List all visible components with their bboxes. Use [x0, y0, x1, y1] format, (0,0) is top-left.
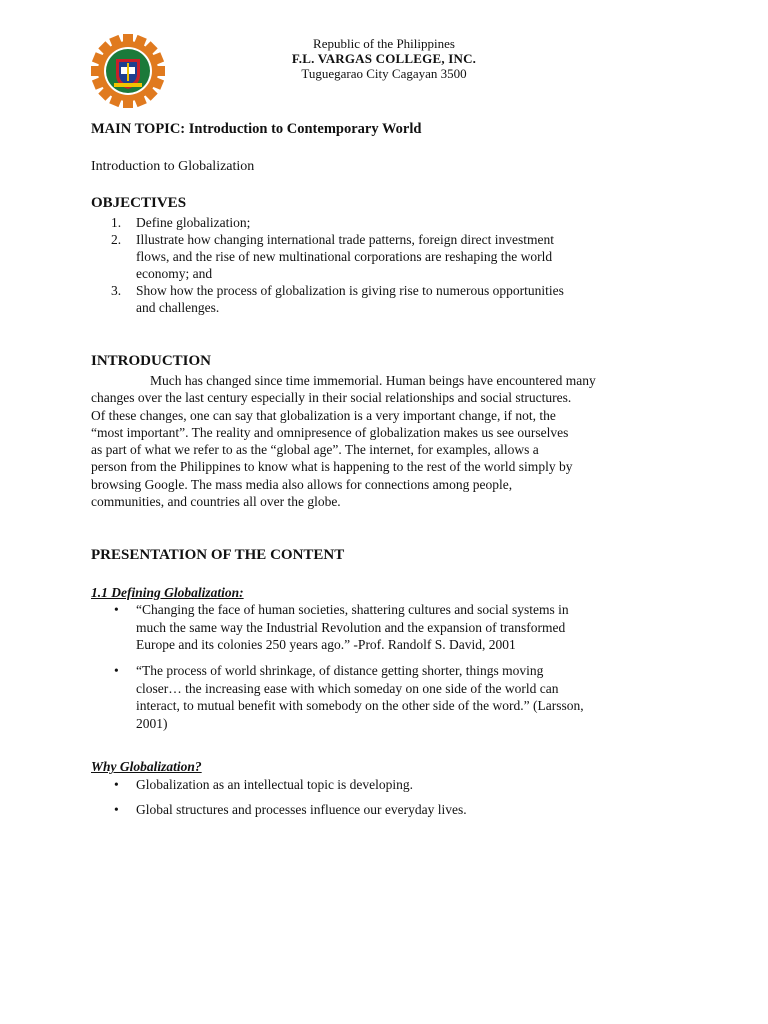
presentation-heading: PRESENTATION OF THE CONTENT [91, 547, 345, 563]
list-number: 1. [111, 215, 122, 230]
list-item [91, 776, 691, 794]
intro-line: person from the Philippines to know what is happening to the rest of the world simply by [91, 459, 573, 475]
quote-line: interact, to mutual benefit with somebody on the other side of the word.” (Larsson, [136, 698, 584, 713]
objectives-list [91, 214, 691, 316]
list-item [91, 231, 691, 282]
why-bullet-1 [91, 776, 691, 794]
intro-line: browsing Google. The mass media also allows for connections among people, [91, 476, 513, 492]
list-text: Show how the process of globalization is giving rise to numerous opportunities [136, 283, 564, 298]
school-address: Tuguegarao City Cagayan 3500 [301, 66, 467, 81]
school-name: F.L. VARGAS COLLEGE, INC. [291, 51, 477, 66]
list-item [91, 801, 691, 819]
bullet-icon: • [114, 777, 119, 792]
objectives-heading: OBJECTIVES [91, 195, 187, 211]
list-text: economy; and [136, 266, 213, 281]
defining-heading: 1.1 Defining Globalization: [91, 585, 244, 600]
quote-line: much the same way the Industrial Revolution and the expansion of transformed [136, 619, 566, 635]
list-text: Illustrate how changing international trade patterns, foreign direct investment [136, 232, 554, 247]
main-topic: MAIN TOPIC: Introduction to Contemporary World [91, 121, 422, 137]
intro-line: Much has changed since time immemorial. Human beings have encountered many [150, 373, 596, 388]
list-text: Global structures and processes influence our everyday lives. [136, 802, 467, 817]
quote-line: “Changing the face of human societies, shattering cultures and social systems in [136, 602, 569, 617]
quote-line: “The process of world shrinkage, of distance getting shorter, things moving [136, 663, 544, 678]
list-text: Define globalization; [136, 215, 251, 230]
list-text: Globalization as an intellectual topic is developing. [136, 777, 414, 792]
bullet-icon: • [114, 802, 119, 817]
list-text: and challenges. [136, 300, 220, 315]
intro-line: as part of what we refer to as the “global age”. The internet, for examples, allows a [91, 442, 539, 458]
list-item [91, 282, 691, 316]
intro-line: changes over the last century especially in their social relationships and social structures. [91, 390, 572, 406]
list-item [91, 214, 691, 231]
quote-line: closer… the increasing ease with which someday on one side of the world can [136, 680, 559, 696]
republic-line: Republic of the Philippines [313, 36, 455, 51]
introduction-heading: INTRODUCTION [91, 353, 212, 369]
why-bullet-2 [91, 801, 691, 819]
intro-line: “most important”. The reality and omnipresence of globalization makes us see ourselves [91, 424, 569, 440]
defining-bullets [91, 601, 691, 654]
intro-line: Of these changes, one can say that globalization is a very important change, if not, the [91, 407, 556, 423]
list-item [91, 601, 691, 654]
letterhead [220, 36, 548, 81]
list-number: 2. [111, 232, 122, 247]
list-number: 3. [111, 283, 122, 298]
why-heading: Why Globalization? [91, 759, 202, 774]
intro-line: communities, and countries all over the globe. [91, 494, 341, 510]
list-item [91, 662, 691, 732]
list-text: flows, and the rise of new multinational corporations are reshaping the world [136, 249, 553, 264]
college-seal-icon [91, 34, 165, 108]
defining-bullets-2 [91, 662, 691, 732]
bullet-icon: • [114, 663, 119, 678]
bullet-icon: • [114, 602, 119, 617]
introduction-paragraph [91, 372, 691, 510]
subtitle: Introduction to Globalization [91, 159, 255, 174]
quote-line: Europe and its colonies 250 years ago.” -Prof. Randolf S. David, 2001 [136, 637, 516, 652]
quote-line: 2001) [136, 715, 168, 731]
